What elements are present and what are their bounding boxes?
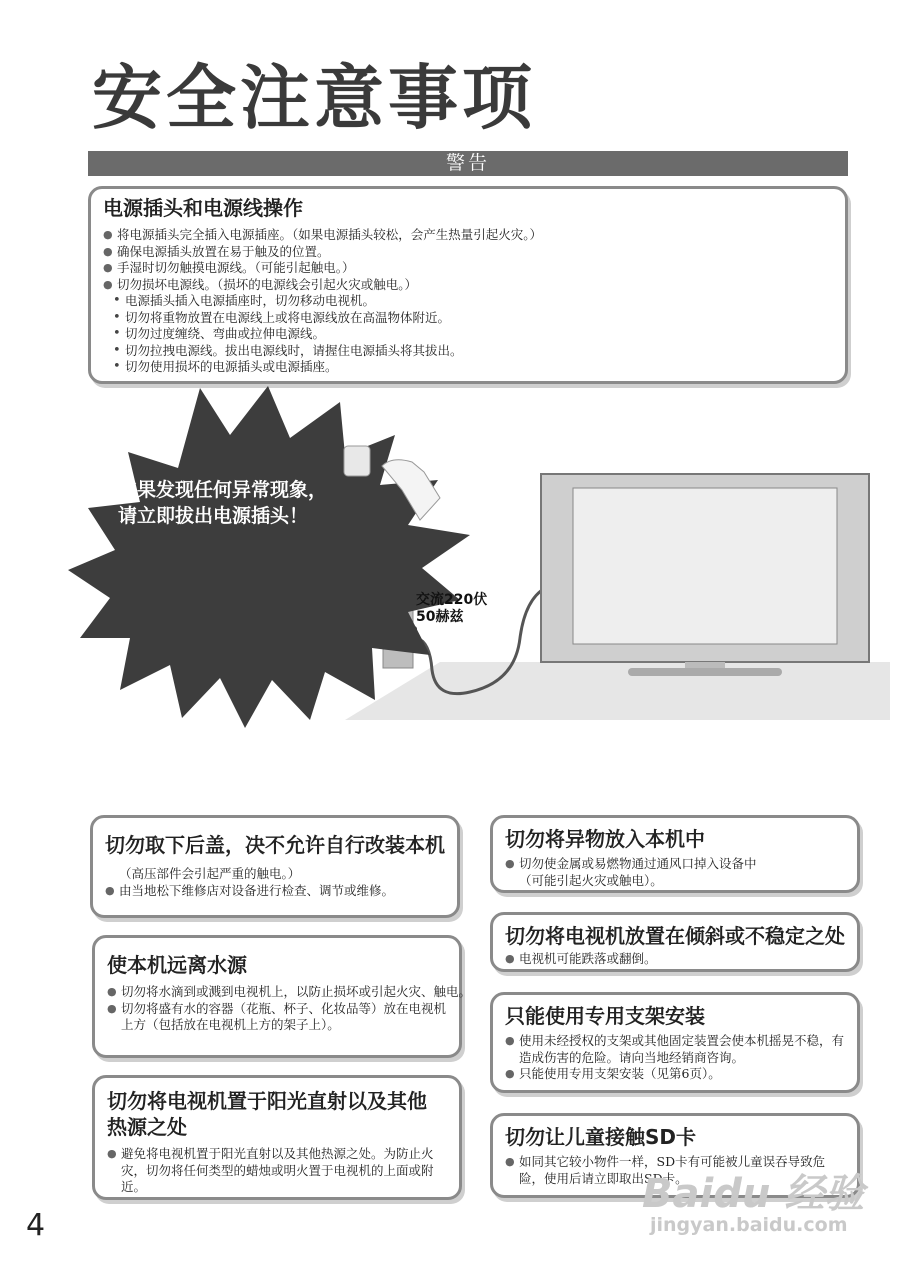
power-frequency: 50赫兹 [416, 609, 464, 625]
stand-list [505, 1033, 845, 1083]
power-cord-heading: 电源插头和电源线操作 [103, 196, 303, 220]
rear-cover-box [90, 815, 460, 918]
sunlight-heading [107, 1088, 447, 1140]
sunlight-box [92, 1075, 462, 1200]
burst-socket-icon [344, 446, 370, 476]
list-item: ● 切勿将盛有水的容器（花瓶、杯子、化妆品等）放在电视机上方（包括放在电视机上方的架子上）。 [107, 1001, 447, 1034]
table-surface [345, 662, 890, 720]
list-item: （可能引起火灾或触电）。 [519, 872, 663, 888]
list-item: • 切勿拉拽电源线。拔出电源线时，请握住电源插头将其拔出。 [103, 343, 833, 360]
list-item: ● 避免将电视机置于阳光直射以及其他热源之处。为防止火灾，切勿将任何类型的蜡烛或明火置于电视机的上面或附近。 [107, 1146, 447, 1196]
burst-text [118, 477, 327, 529]
unstable-box [490, 912, 860, 972]
stand-box [490, 992, 860, 1093]
warning-bar: 警告 [88, 151, 848, 176]
sd-card-heading: 切勿让儿童接触SD卡 [505, 1125, 697, 1149]
list-item: ● 如同其它较小物件一样，SD卡有可能被儿童误吞导致危险，使用后请立即取出SD卡。 [505, 1154, 845, 1187]
unplug-illustration [0, 380, 912, 730]
list-item: • 切勿过度缠绕、弯曲或拉伸电源线。 [103, 326, 833, 343]
warning-burst [68, 386, 470, 728]
sunlight-list [107, 1146, 447, 1196]
burst-line-2: 请立即拔出电源插头！ [118, 505, 309, 527]
water-heading: 使本机远离水源 [107, 953, 247, 977]
foreign-object-heading: 切勿将异物放入本机中 [505, 827, 705, 851]
power-cord-box [88, 186, 848, 384]
sunlight-heading-line-2: 热源之处 [107, 1115, 187, 1139]
rear-cover-heading: 切勿取下后盖，决不允许自行改装本机 [105, 833, 445, 857]
list-item: ● 切勿使金属或易燃物通过通风口掉入设备中 [505, 856, 845, 873]
list-item: ● 将电源插头完全插入电源插座。（如果电源插头较松，会产生热量引起火灾。） [103, 227, 833, 244]
foreign-object-list [505, 856, 845, 889]
unstable-heading: 切勿将电视机放置在倾斜或不稳定之处 [505, 924, 845, 948]
stand-heading: 只能使用专用支架安装 [505, 1004, 705, 1028]
rear-cover-list [105, 866, 445, 899]
water-box [92, 935, 472, 1058]
list-item: ● 只能使用专用支架安装（见第6页）。 [505, 1066, 845, 1083]
unstable-list [505, 951, 845, 968]
list-item: ● 电视机可能跌落或翻倒。 [505, 951, 845, 968]
list-item: ● 由当地松下维修店对设备进行检查、调节或维修。 [105, 883, 445, 900]
power-voltage: 交流220伏 [416, 592, 488, 608]
power-spec-label [416, 592, 487, 626]
water-list [107, 984, 472, 1034]
list-item: • 切勿将重物放置在电源线上或将电源线放在高温物体附近。 [103, 310, 833, 327]
list-item: ● 使用未经授权的支架或其他固定装置会使本机摇晃不稳，有造成伤害的危险。请向当地经销商咨询。 [505, 1033, 845, 1066]
foreign-object-box [490, 815, 860, 893]
list-item: ● 确保电源插头放置在易于触及的位置。 [103, 244, 833, 261]
page-number: 4 [26, 1208, 46, 1243]
list-item: • 切勿使用损坏的电源插头或电源插座。 [103, 359, 833, 376]
list-item: ● 切勿将水滴到或溅到电视机上，以防止损坏或引起火灾、触电。 [107, 984, 447, 1001]
watermark-url: jingyan.baidu.com [650, 1214, 848, 1236]
tv-stand-base [628, 668, 782, 676]
page-title: 安全注意事项 [92, 57, 536, 139]
list-item: ● 切勿损坏电源线。（损坏的电源线会引起火灾或触电。） [103, 277, 833, 294]
burst-line-1: 如果发现任何异常现象， [118, 479, 328, 501]
list-item: ● 手湿时切勿触摸电源线。（可能引起触电。） [103, 260, 833, 277]
power-cord-list [103, 227, 833, 376]
sunlight-heading-line-1: 切勿将电视机置于阳光直射以及其他 [107, 1089, 427, 1113]
tv-screen [573, 488, 837, 644]
watermark-logo: Baidu 经验 [642, 1171, 865, 1217]
list-item: （高压部件会引起严重的触电。） [119, 866, 301, 881]
list-item: • 电源插头插入电源插座时，切勿移动电视机。 [103, 293, 833, 310]
